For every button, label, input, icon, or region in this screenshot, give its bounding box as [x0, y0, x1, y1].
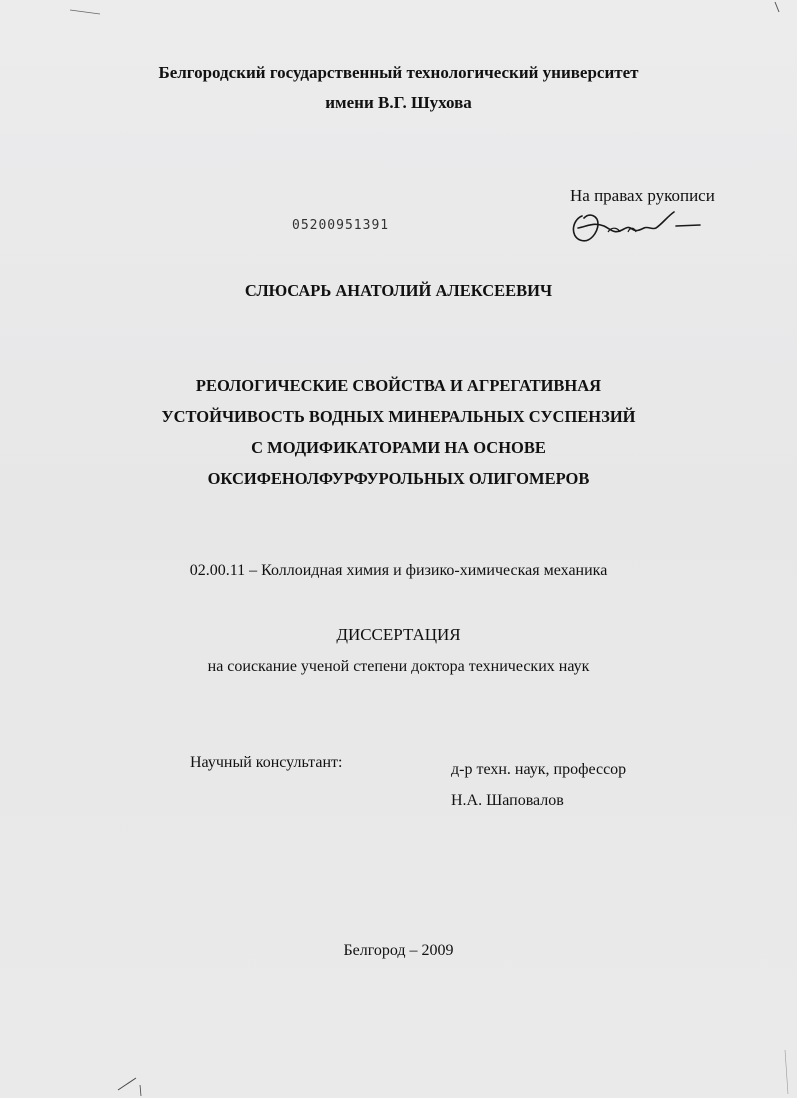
consultant-position: д-р техн. наук, профессор — [451, 761, 627, 778]
consultant-label: Научный консультант: — [190, 754, 343, 771]
title-line: УСТОЙЧИВОСТЬ ВОДНЫХ МИНЕРАЛЬНЫХ СУСПЕНЗИЙ — [161, 407, 636, 426]
university-block — [0, 58, 797, 118]
university-named-after: имени В.Г. Шухова — [325, 93, 472, 112]
document-type: ДИССЕРТАЦИЯ — [336, 625, 461, 644]
degree-sought: на соискание ученой степени доктора технических наук — [207, 658, 590, 675]
consultant-name: Н.А. Шаповалов — [451, 792, 564, 809]
university-name: Белгородский государственный технологический университет — [158, 63, 639, 82]
city-year: Белгород – 2009 — [343, 942, 454, 959]
dissertation-title — [0, 370, 797, 494]
specialty-code: 02.00.11 – Коллоидная химия и физико-химическая механика — [189, 562, 608, 579]
title-line: ОКСИФЕНОЛФУРФУРОЛЬНЫХ ОЛИГОМЕРОВ — [207, 469, 590, 488]
library-stamp-number: 05200951391 — [292, 218, 390, 233]
manuscript-rights-note: На правах рукописи — [570, 186, 715, 205]
author-name: СЛЮСАРЬ АНАТОЛИЙ АЛЕКСЕЕВИЧ — [244, 281, 553, 300]
title-line: С МОДИФИКАТОРАМИ НА ОСНОВЕ — [251, 438, 546, 457]
handwritten-signature — [568, 202, 708, 248]
consultant-details — [451, 754, 626, 816]
title-line: РЕОЛОГИЧЕСКИЕ СВОЙСТВА И АГРЕГАТИВНАЯ — [195, 376, 602, 395]
